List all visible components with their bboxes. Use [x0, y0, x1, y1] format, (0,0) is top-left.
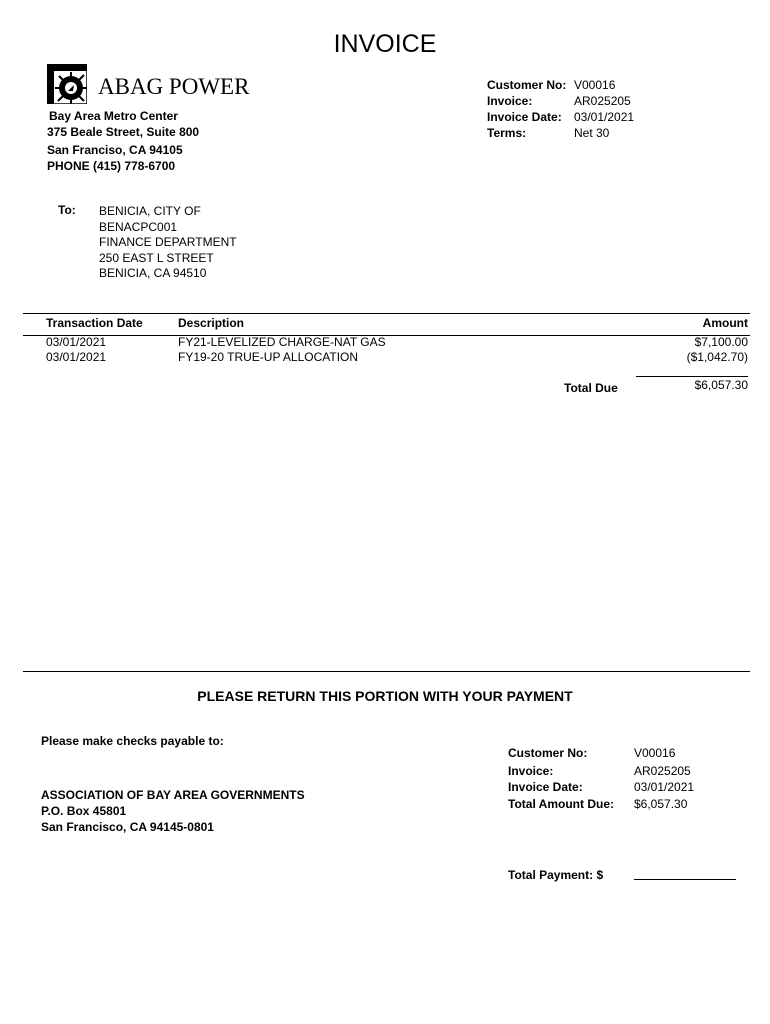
- total-payment-label: Total Payment: $: [508, 868, 604, 882]
- bill-to-address: [99, 204, 237, 282]
- payee-line: San Francisco, CA 94145-0801: [41, 820, 214, 834]
- remit-separator: [23, 671, 750, 672]
- total-due-value: $6,057.30: [694, 378, 748, 392]
- payee-line: ASSOCIATION OF BAY AREA GOVERNMENTS: [41, 788, 305, 802]
- remit-stub: [508, 744, 694, 813]
- payable-label: Please make checks payable to:: [41, 734, 224, 748]
- meta-label: Invoice Date:: [487, 110, 562, 124]
- col-header-date: Transaction Date: [46, 316, 143, 330]
- to-label: To:: [58, 203, 76, 217]
- meta-label: Terms:: [487, 126, 527, 140]
- row-description: FY21-LEVELIZED CHARGE-NAT GAS: [178, 335, 386, 349]
- bill-to-line: BENICIA, CA 94510: [99, 266, 207, 280]
- meta-value: V00016: [574, 78, 616, 92]
- meta-value: AR025205: [574, 94, 631, 108]
- invoice-meta: [487, 77, 634, 141]
- total-due-label: Total Due: [564, 381, 618, 395]
- col-header-description: Description: [178, 316, 245, 330]
- payee-line: P.O. Box 45801: [41, 804, 127, 818]
- stub-value: $6,057.30: [634, 797, 688, 811]
- stub-value: V00016: [634, 746, 676, 760]
- company-address: [47, 108, 199, 174]
- col-header-amount: Amount: [702, 316, 748, 330]
- total-rule: [636, 376, 748, 377]
- remit-title: PLEASE RETURN THIS PORTION WITH YOUR PAYMENT: [197, 688, 573, 704]
- meta-value: 03/01/2021: [574, 110, 635, 124]
- bill-to-line: 250 EAST L STREET: [99, 250, 214, 265]
- payee-address: [41, 787, 305, 835]
- bill-to-line: FINANCE DEPARTMENT: [99, 235, 237, 249]
- row-description: FY19-20 TRUE-UP ALLOCATION: [178, 350, 359, 364]
- row-amount: $7,100.00: [694, 335, 748, 349]
- abag-logo-icon: [47, 64, 87, 104]
- invoice-title: INVOICE: [333, 30, 437, 58]
- meta-value: Net 30: [574, 126, 610, 140]
- stub-label: Total Amount Due:: [508, 797, 614, 811]
- address-line: 375 Beale Street, Suite 800: [47, 125, 200, 139]
- total-payment-line[interactable]: [634, 879, 736, 880]
- bill-to-line: BENACPC001: [99, 219, 178, 234]
- bill-to-line: BENICIA, CITY OF: [99, 204, 201, 218]
- stub-value: AR025205: [634, 764, 691, 778]
- address-line: PHONE (415) 778-6700: [47, 159, 176, 173]
- stub-value: 03/01/2021: [634, 780, 695, 794]
- stub-label: Customer No:: [508, 746, 588, 760]
- table-top-rule: [23, 313, 750, 314]
- address-line: Bay Area Metro Center: [49, 109, 178, 123]
- row-amount: ($1,042.70): [686, 350, 748, 364]
- table-header-rule: [23, 335, 750, 336]
- row-date: 03/01/2021: [46, 350, 107, 364]
- meta-label: Invoice:: [487, 94, 533, 108]
- company-name: ABAG POWER: [98, 74, 250, 99]
- row-date: 03/01/2021: [46, 335, 107, 349]
- stub-label: Invoice:: [508, 764, 554, 778]
- meta-label: Customer No:: [487, 78, 567, 92]
- address-line: San Franciso, CA 94105: [47, 143, 183, 157]
- stub-label: Invoice Date:: [508, 780, 583, 794]
